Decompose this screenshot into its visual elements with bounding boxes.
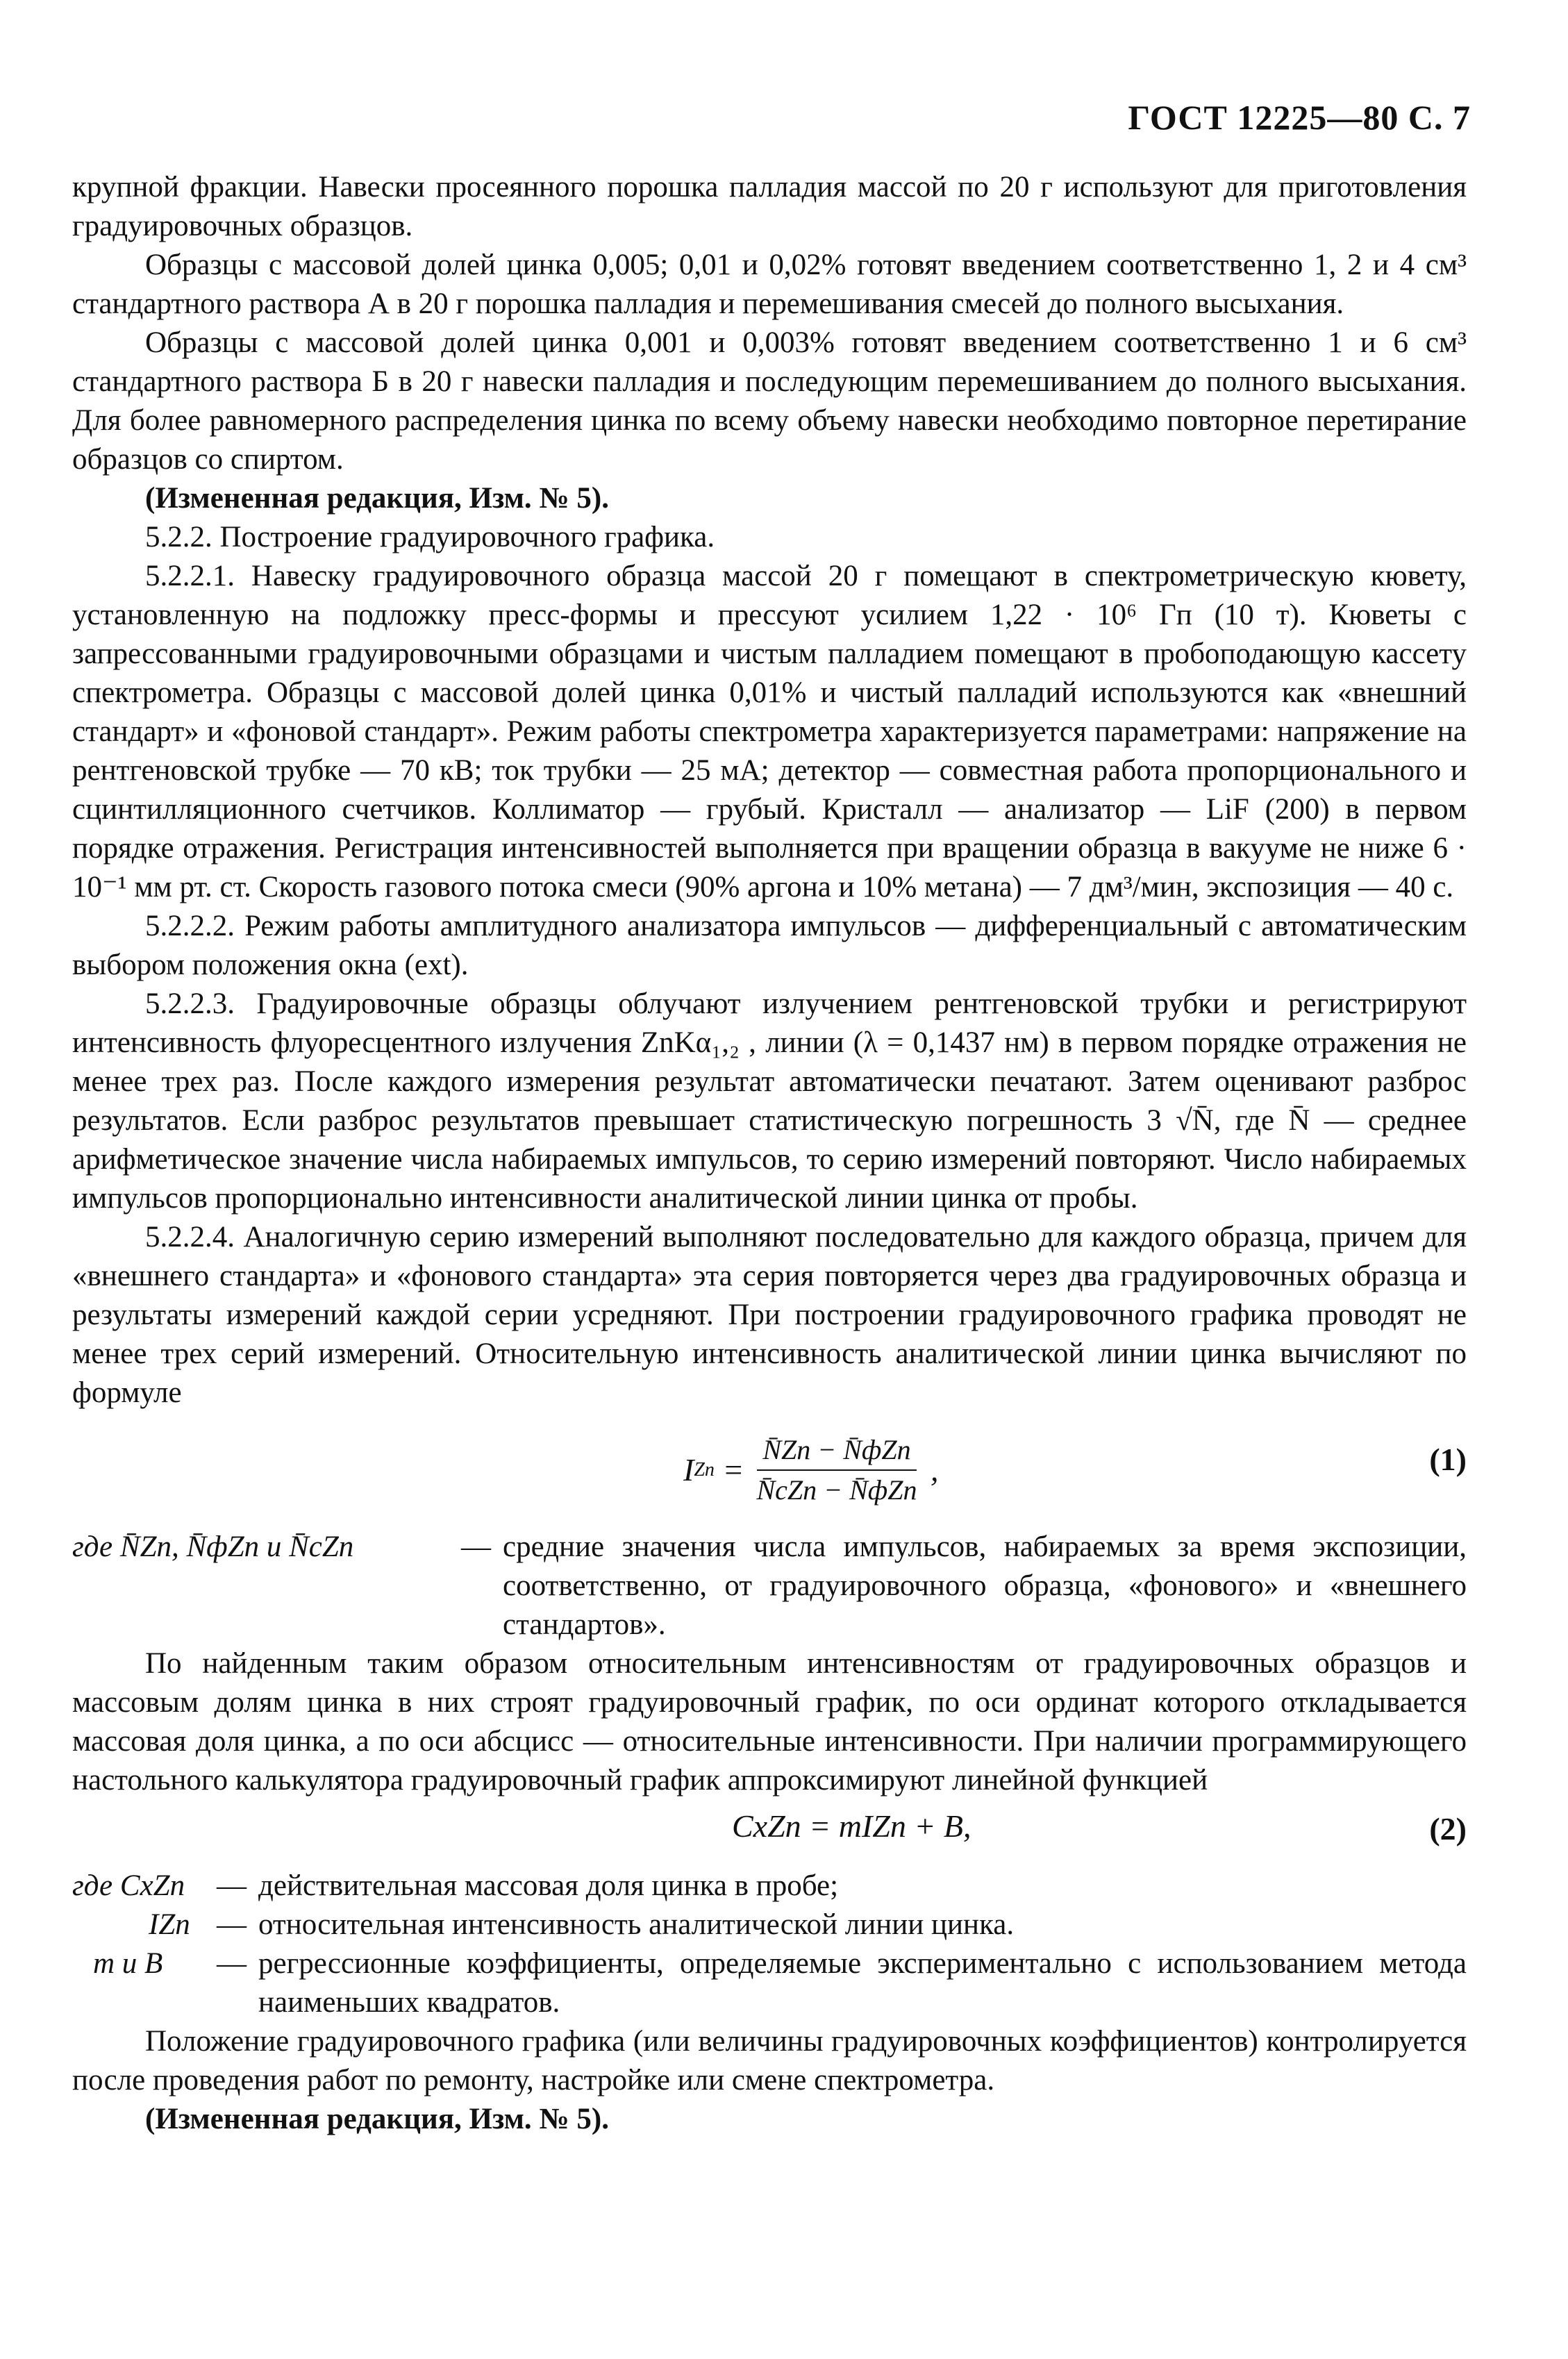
paragraph: 5.2.2.4. Аналогичную серию измерений выполняют последовательно для каждого образца, причем для «внешнего стандарта» и «фонового стандарта» эта серия повторяется через два градуировочных образца и результаты измерений каждой серии усредняют. При построении градуировочного графика проводят не менее трех серий измерений. Относительную интенсивность аналитической линии цинка вычисляют по формуле	[72, 1221, 1467, 1409]
definition-term: IZn	[149, 1908, 190, 1941]
definition-dash: —	[461, 1531, 491, 1563]
paragraph: 5.2.2.2. Режим работы амплитудного анализатора импульсов — дифференциальный с автоматическим выбором положения окна (ext).	[72, 910, 1467, 981]
paragraph: 5.2.2.1. Навеску градуировочного образца массой 20 г помещают в спектрометрическую кювету, установленную на подложку пресс-формы и прессуют усилием 1,22 · 10⁶ Гп (10 т). Кюветы с запрессованными градуировочными образцами и чистым палладием помещают в пробоподающую кассету спектрометра. Образцы с массовой долей цинка 0,01% и чистый палладий используются как «внешний стандарт» и «фоновой стандарт». Режим работы спектрометра характеризуется параметрами: напряжение на рентгеновской трубке — 70 кВ; ток трубки — 25 мА; детектор — совместная работа пропорционального и сцинтилляционного счетчиков. Коллиматор — грубый. Кристалл — анализатор — LiF (200) в первом порядке отражения. Регистрация интенсивностей выполняется при вращении образца в вакууме не ниже 6 · 10⁻¹ мм рт. ст. Скорость газового потока смеси (90% аргона и 10% метана) — 7 дм³/мин, экспозиция — 40 с.	[72, 560, 1467, 903]
definition-row	[72, 1528, 1467, 1644]
page-header: ГОСТ 12225—80 С. 7	[1128, 98, 1471, 137]
revision-note: (Измененная редакция, Изм. № 5).	[145, 2103, 609, 2135]
paragraph: По найденным таким образом относительным интенсивностям от градуировочных образцов и массовым долям цинка в них строят градуировочный график, по оси ординат которого откладывается массовая доля цинка, а по оси абсцисс — относительные интенсивности. При наличии программирующего настольного калькулятора градуировочный график аппроксимируют линейной функцией	[72, 1647, 1467, 1797]
document-body	[72, 168, 1467, 2139]
formula-2-definitions	[72, 1867, 1467, 2022]
definition-term: m и B	[93, 1947, 163, 1980]
definition-desc: действительная массовая доля цинка в пробе;	[258, 1869, 839, 1902]
formula-1-expression: I Zn = $\frac{\text{N̄Zn − N̄фZn}}{\text{N̄cZn − N̄фZn}}$ ,	[683, 1434, 939, 1506]
formula-1-lhs: I	[683, 1452, 694, 1487]
formula-1-denominator: N̄cZn − N̄фZn	[756, 1474, 917, 1506]
paragraph: Образцы с массовой долей цинка 0,005; 0,01 и 0,02% готовят введением соответственно 1, 2 и 4 см³ стандартного раствора А в 20 г порошка палладия и перемешивания смесей до полного высыхания.	[72, 249, 1467, 320]
formula-1-fraction	[751, 1433, 922, 1507]
formula-2-number: (2)	[1429, 1811, 1467, 1847]
definition-dash: —	[217, 1947, 247, 1980]
revision-note: (Измененная редакция, Изм. № 5).	[145, 482, 609, 515]
formula-1	[72, 1419, 1467, 1524]
paragraph: крупной фракции. Навески просеянного порошка палладия массой по 20 г используют для приготовления градуировочных образцов.	[72, 171, 1467, 242]
definition-term: где N̄Zn, N̄фZn и N̄cZn	[72, 1531, 354, 1563]
section-heading: 5.2.2. Построение градуировочного графика.	[145, 521, 715, 553]
formula-2-expression: CxZn = mIZn + B,	[732, 1808, 971, 1844]
formula-1-definitions	[72, 1528, 1467, 1644]
definition-dash: —	[217, 1908, 247, 1941]
paragraph: Положение градуировочного графика (или величины градуировочных коэффициентов) контролируется после проведения работ по ремонту, настройке или смене спектрометра.	[72, 2025, 1467, 2097]
paragraph: Образцы с массовой долей цинка 0,001 и 0,003% готовят введением соответственно 1 и 6 см³ стандартного раствора Б в 20 г навески палладия и последующим перемешиванием до полного высыхания. Для более равномерного распределения цинка по всему объему навески необходимо повторное перетирание образцов со спиртом.	[72, 326, 1467, 476]
formula-1-numerator: N̄Zn − N̄фZn	[757, 1433, 916, 1471]
definition-desc: средние значения числа импульсов, набираемых за время экспозиции, соответственно, от градуировочного образца, «фонового» и «внешнего стандартов».	[503, 1531, 1467, 1641]
definition-desc: регрессионные коэффициенты, определяемые экспериментально с использованием метода наименьших квадратов.	[258, 1947, 1467, 2019]
definition-desc: относительная интенсивность аналитической линии цинка.	[258, 1908, 1015, 1941]
formula-2	[72, 1800, 1467, 1862]
definition-row	[72, 1867, 1467, 1906]
definition-term: где CxZn	[72, 1869, 185, 1902]
definition-row	[72, 1906, 1467, 1944]
definition-dash: —	[217, 1869, 247, 1902]
paragraph: 5.2.2.3. Градуировочные образцы облучают излучением рентгеновской трубки и регистрируют интенсивность флуоресцентного излучения ZnKα₁,₂ , линии (λ = 0,1437 нм) в первом порядке отражения не менее трех раз. После каждого измерения результат автоматически печатают. Затем оценивают разброс результатов. Если разброс результатов превышает статистическую погрешность 3 √N̄, где N̄ — среднее арифметическое значение числа набираемых импульсов, то серию измерений повторяют. Число набираемых импульсов пропорционально интенсивности аналитической линии цинка от пробы.	[72, 987, 1467, 1215]
formula-1-number: (1)	[1429, 1442, 1467, 1477]
definition-row	[72, 1944, 1467, 2022]
